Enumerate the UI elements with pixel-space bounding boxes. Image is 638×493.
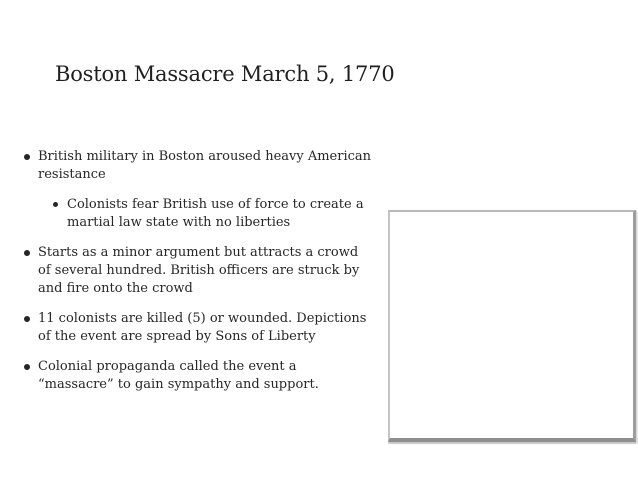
bullet-text: Colonial propaganda called the event a “massacre” to gain sympathy and support. <box>38 359 319 392</box>
bullet-item <box>22 310 372 346</box>
bullet-list <box>22 148 372 406</box>
bullet-text: British military in Boston aroused heavy American resistance <box>38 149 372 182</box>
bullet-text: 11 colonists are killed (5) or wounded. Depictions of the event are spread by Sons of Liberty <box>38 311 367 344</box>
bullet-item <box>22 244 372 298</box>
bullet-text: Starts as a minor argument but attracts a crowd of several hundred. British officers are struck by and fire onto the crowd <box>38 245 360 296</box>
sub-bullet-item <box>52 196 377 232</box>
bullet-dot-icon <box>53 202 58 207</box>
image-placeholder-frame <box>388 210 636 442</box>
bullet-dot-icon <box>24 154 30 160</box>
bullet-dot-icon <box>24 316 30 322</box>
bullet-dot-icon <box>24 364 30 370</box>
slide-title: Boston Massacre March 5, 1770 <box>55 62 395 86</box>
bullet-dot-icon <box>24 250 30 256</box>
bullet-item <box>22 358 372 394</box>
bullet-text: Colonists fear British use of force to create a martial law state with no liberties <box>67 197 364 230</box>
bullet-item <box>22 148 372 184</box>
